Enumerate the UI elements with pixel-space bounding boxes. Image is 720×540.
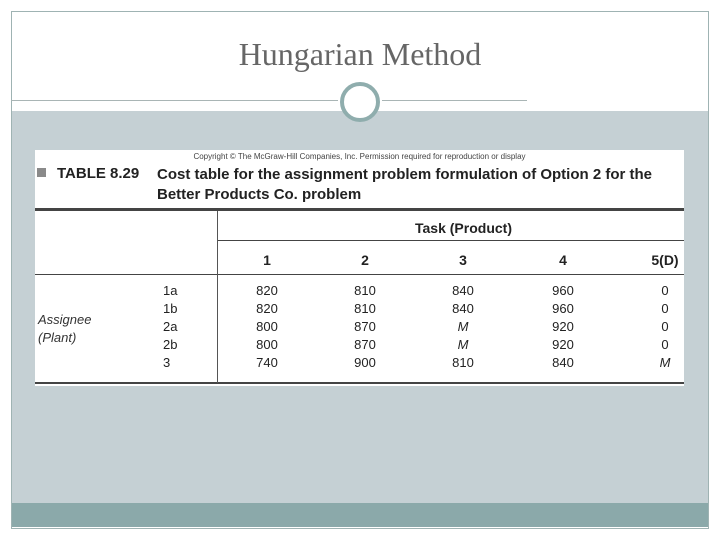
divider-circle-ornament	[340, 82, 380, 122]
table-cell: 800	[256, 337, 278, 352]
assignee-label-line2: (Plant)	[38, 330, 77, 345]
table-cell: 820	[256, 283, 278, 298]
row-label: 2b	[163, 337, 178, 352]
table-cell: 740	[256, 355, 278, 370]
table-bullet-square	[37, 168, 46, 177]
table-cell: M	[457, 337, 469, 352]
table-cell: 0	[661, 337, 669, 352]
task-header: Task (Product)	[415, 220, 512, 236]
table-bottom-rule	[35, 382, 684, 384]
column-header: 4	[559, 252, 567, 268]
table-cell: 960	[552, 283, 574, 298]
table-vertical-divider	[217, 211, 218, 383]
table-cell: 840	[552, 355, 574, 370]
table-cell: 810	[354, 283, 376, 298]
row-label: 3	[163, 355, 171, 370]
table-cell: 800	[256, 319, 278, 334]
table-label: TABLE 8.29	[57, 165, 140, 182]
slide-title: Hungarian Method	[238, 36, 482, 72]
table-cell: 810	[354, 301, 376, 316]
table-cell: 0	[661, 319, 669, 334]
cost-table	[35, 150, 684, 386]
table-cell: 0	[661, 301, 669, 316]
table-cell: 820	[256, 301, 278, 316]
column-header: 3	[459, 252, 467, 268]
table-cell: 840	[452, 283, 474, 298]
column-header-rule	[35, 274, 684, 275]
table-cell: M	[457, 319, 469, 334]
table-cell: M	[659, 355, 671, 370]
table-cell: 900	[354, 355, 376, 370]
assignee-label-line1: Assignee	[38, 312, 92, 327]
table-top-rule	[35, 208, 684, 211]
table-cell: 0	[661, 283, 669, 298]
footer-bar	[12, 503, 708, 527]
table-cell: 920	[552, 337, 574, 352]
table-cell: 810	[452, 355, 474, 370]
task-header-rule	[217, 240, 684, 241]
table-cell: 870	[354, 319, 376, 334]
table-cell: 840	[452, 301, 474, 316]
column-header: 2	[361, 252, 369, 268]
table-cell: 870	[354, 337, 376, 352]
copyright-notice: Copyright © The McGraw-Hill Companies, Inc. Permission required for reproduction or display	[193, 152, 526, 161]
title-divider-left	[11, 100, 338, 101]
table-cell: 920	[552, 319, 574, 334]
column-header: 1	[263, 252, 271, 268]
row-label: 2a	[163, 319, 178, 334]
row-label: 1a	[163, 283, 178, 298]
title-divider-right	[382, 100, 527, 101]
column-header: 5(D)	[651, 252, 679, 268]
table-caption: Cost table for the assignment problem formulation of Option 2 for the Better Products Co. problem	[157, 166, 653, 203]
table-cell: 960	[552, 301, 574, 316]
row-label: 1b	[163, 301, 178, 316]
assignee-label	[38, 311, 91, 347]
